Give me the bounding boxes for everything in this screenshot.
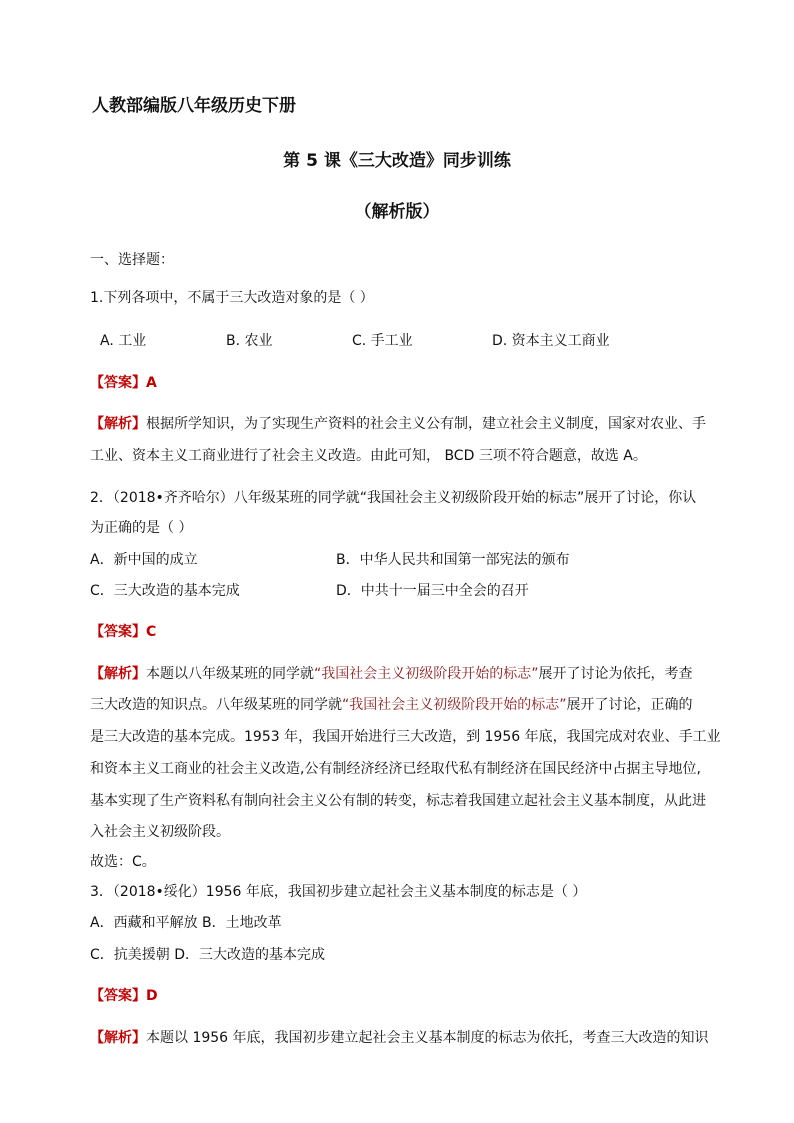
question-2-option-c: C．三大改造的基本完成 [90, 583, 240, 599]
analysis-tag: 【解析】 [90, 1030, 146, 1046]
answer-tag: 【答案】 [90, 988, 146, 1004]
question-1-analysis-line-1 [90, 414, 706, 434]
question-1-option-a: A. 工业 [100, 333, 147, 349]
question-1-option-c: C. 手工业 [352, 333, 413, 349]
question-2-option-b: B．中华人民共和国第一部宪法的颁布 [336, 552, 570, 568]
question-2-analysis-line-4: 和资本主义工商业的社会主义改造,公有制经济经济已经取代私有制经济在国民经济中占据主导地位, [90, 761, 701, 777]
answer-value: D [146, 988, 158, 1004]
answer-value: C [146, 624, 157, 640]
document-title: 人教部编版八年级历史下册 [92, 96, 296, 116]
analysis-text: 根据所学知识，为了实现生产资料的社会主义公有制，建立社会主义制度，国家对农业、手 [146, 416, 706, 432]
question-3-options-line-2: C．抗美援朝 D．三大改造的基本完成 [90, 947, 326, 963]
answer-tag: 【答案】 [90, 624, 146, 640]
question-2-analysis-line-3: 是三大改造的基本完成。1953 年，我国开始进行三大改造，到 1956 年底，我国完成对农业、手工业 [90, 729, 721, 745]
analysis-text: 本题以八年级某班的同学就 [146, 666, 314, 682]
question-2-options-row-2 [90, 581, 529, 601]
answer-tag: 【答案】 [90, 375, 146, 391]
question-2-analysis-line-2 [90, 695, 693, 715]
question-2-options-row-1 [90, 550, 570, 570]
lesson-title: 第 5 课《三大改造》同步训练 [283, 151, 511, 171]
question-2-conclusion: 故选：C。 [90, 854, 156, 870]
analysis-text: 展开了讨论为依托，考查 [538, 666, 693, 682]
question-3-stem: 3．（2018•绥化）1956 年底，我国初步建立起社会主义基本制度的标志是（ ） [90, 884, 587, 900]
question-2-analysis-line-5: 基本实现了生产资料私有制向社会主义公有制的转变，标志着我国建立起社会主义基本制度，从此进 [90, 793, 706, 809]
question-1-stem: 1.下列各项中，不属于三大改造对象的是（ ） [90, 290, 374, 306]
question-3-options-line-1: A．西藏和平解放 B．土地改革 [90, 915, 282, 931]
analysis-tag: 【解析】 [90, 666, 146, 682]
analysis-text: 本题以 1956 年底，我国初步建立起社会主义基本制度的标志为依托，考查三大改造的知识 [146, 1030, 709, 1046]
question-2-answer [90, 622, 156, 642]
question-1-analysis-line-2: 工业、资本主义工商业进行了社会主义改造。由此可知， BCD 三项不符合题意，故选 A。 [90, 448, 647, 464]
analysis-tag: 【解析】 [90, 416, 146, 432]
question-1-answer [90, 373, 157, 393]
question-2-analysis-line-6: 入社会主义初级阶段。 [90, 824, 230, 840]
analysis-text: 三大改造的知识点。八年级某班的同学就 [90, 697, 342, 713]
question-3-answer [90, 986, 158, 1006]
version-label: （解析版） [354, 202, 440, 222]
question-1-option-d: D. 资本主义工商业 [492, 333, 610, 349]
question-1-option-b: B. 农业 [226, 333, 273, 349]
question-2-analysis-line-1 [90, 664, 693, 684]
question-2-option-a: A．新中国的成立 [90, 552, 198, 568]
question-2-stem-line-2: 为正确的是（ ） [90, 520, 193, 536]
quoted-phrase: “我国社会主义初级阶段开始的标志” [342, 697, 567, 713]
answer-value: A [146, 375, 157, 391]
analysis-text: 展开了讨论，正确的 [566, 697, 693, 713]
question-1-options [100, 331, 610, 351]
question-2-stem-line-1: 2．（2018•齐齐哈尔）八年级某班的同学就“我国社会主义初级阶段开始的标志”展开了讨论，你认 [90, 490, 697, 506]
quoted-phrase: “我国社会主义初级阶段开始的标志” [314, 666, 539, 682]
question-2-option-d: D．中共十一届三中全会的召开 [336, 583, 529, 599]
question-3-analysis-line-1 [90, 1028, 709, 1048]
section-heading: 一、选择题： [90, 252, 174, 268]
